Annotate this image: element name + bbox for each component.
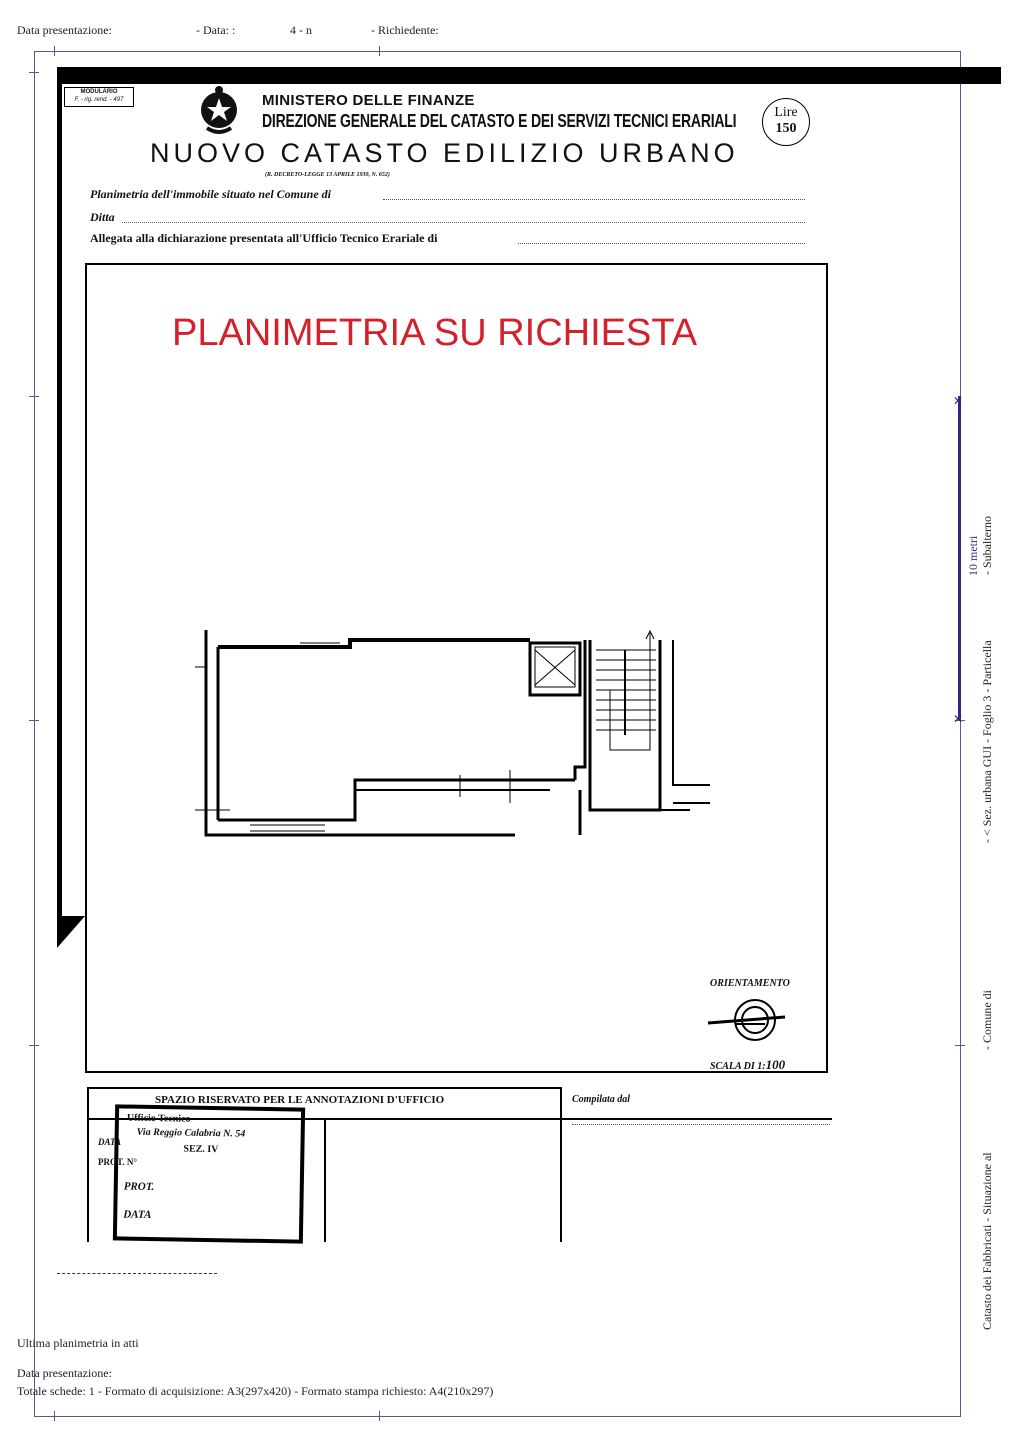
direzione-title: DIREZIONE GENERALE DEL CATASTO E DEI SERVIZI TECNICI ERARIALI xyxy=(262,111,737,131)
scale-label: 10 metri xyxy=(966,535,980,576)
modulario-box xyxy=(64,87,134,107)
scale-bar xyxy=(958,396,961,720)
comune-field xyxy=(383,199,805,200)
scan-top-bar xyxy=(57,67,1001,84)
office-stamp xyxy=(113,1104,305,1243)
footer-ultima: Ultima planimetria in atti xyxy=(17,1336,139,1350)
stamp-address: Via Reggio Calabria N. 54 xyxy=(136,1126,246,1140)
ufficio-field xyxy=(518,243,805,244)
frame-left xyxy=(34,51,35,1417)
frame-tick xyxy=(29,1045,39,1046)
sidebar-subalterno: - Subalterno xyxy=(980,516,994,575)
lire-amount: 150 xyxy=(775,121,797,136)
floor-plan xyxy=(190,625,710,845)
frame-tick xyxy=(955,1045,965,1046)
sidebar-comune: - Comune di xyxy=(980,990,994,1050)
modulario-code: F. - rig. rend. - 497 xyxy=(74,97,124,103)
scala-value: 100 xyxy=(765,1057,786,1072)
stamp-data: DATA xyxy=(123,1208,152,1222)
scan-bottom-mark xyxy=(57,1273,217,1275)
scan-left-border xyxy=(57,67,62,927)
header-richiedente: - Richiedente: xyxy=(371,23,439,37)
ditta-field xyxy=(122,222,805,223)
decreto-note: (R. DECRETO-LEGGE 13 APRILE 1939, N. 652) xyxy=(265,172,390,178)
header-data: - Data: : xyxy=(196,23,236,37)
planimetria-label: Planimetria dell'immobile situato nel Comune di xyxy=(90,187,332,201)
stamp-prot: PROT. xyxy=(123,1180,155,1194)
compilata-label: Compilata dal xyxy=(572,1094,631,1105)
lire-stamp xyxy=(762,98,810,146)
compilata-field xyxy=(572,1124,830,1125)
modulario-label: MODULARIO xyxy=(80,89,118,95)
frame-bottom xyxy=(34,1416,961,1417)
lire-label: Lire xyxy=(774,105,798,120)
sidebar-sez-foglio: - < Sez. urbana GUI - Foglio 3 - Particella xyxy=(980,640,994,843)
frame-tick xyxy=(29,720,39,721)
frame-tick xyxy=(54,46,55,56)
allegata-label: Allegata alla dichiarazione presentata all'Ufficio Tecnico Erariale di xyxy=(90,231,438,245)
north-arrow-icon xyxy=(705,995,795,1045)
frame-tick xyxy=(54,1411,55,1421)
stamp-sez: SEZ. IV xyxy=(183,1143,219,1156)
frame-tick xyxy=(379,1411,380,1421)
star-emblem-icon xyxy=(199,84,239,136)
header-data-fragment: 4 - n xyxy=(290,23,312,37)
scale-bar-end-icon: ✕ xyxy=(953,394,964,408)
scala-label: SCALA DI 1:100 xyxy=(710,1057,786,1072)
frame-tick xyxy=(29,396,39,397)
annotations-title: SPAZIO RISERVATO PER LE ANNOTAZIONI D'UFFICIO xyxy=(155,1094,445,1106)
frame-right xyxy=(960,51,961,1417)
footer-totale: Totale schede: 1 - Formato di acquisizione: A3(297x420) - Formato stampa richiesto: A4(210x297) xyxy=(17,1384,494,1398)
ditta-label: Ditta xyxy=(90,210,115,224)
sidebar-catasto: Catasto dei Fabbricati - Situazione al xyxy=(980,1152,994,1330)
footer-data-presentazione: Data presentazione: xyxy=(17,1366,112,1380)
scan-corner-triangle xyxy=(57,916,85,948)
stamp-ufficio: Ufficio Tecnico xyxy=(126,1112,191,1125)
header-data-presentazione: Data presentazione: xyxy=(17,23,112,37)
ministero-title: MINISTERO DELLE FINANZE xyxy=(262,92,475,109)
orientamento-label: ORIENTAMENTO xyxy=(710,978,790,989)
annotations-data-label: DATA xyxy=(98,1137,122,1147)
annotations-col-divider xyxy=(324,1118,326,1242)
frame-tick xyxy=(29,72,39,73)
frame-tick xyxy=(379,46,380,56)
watermark-title: PLANIMETRIA SU RICHIESTA xyxy=(172,312,698,354)
main-title: NUOVO CATASTO EDILIZIO URBANO xyxy=(150,138,739,168)
annotations-prot-label: PROT. N° xyxy=(98,1157,137,1167)
scale-bar-end-icon: ✕ xyxy=(953,712,964,726)
frame-top xyxy=(34,51,961,52)
